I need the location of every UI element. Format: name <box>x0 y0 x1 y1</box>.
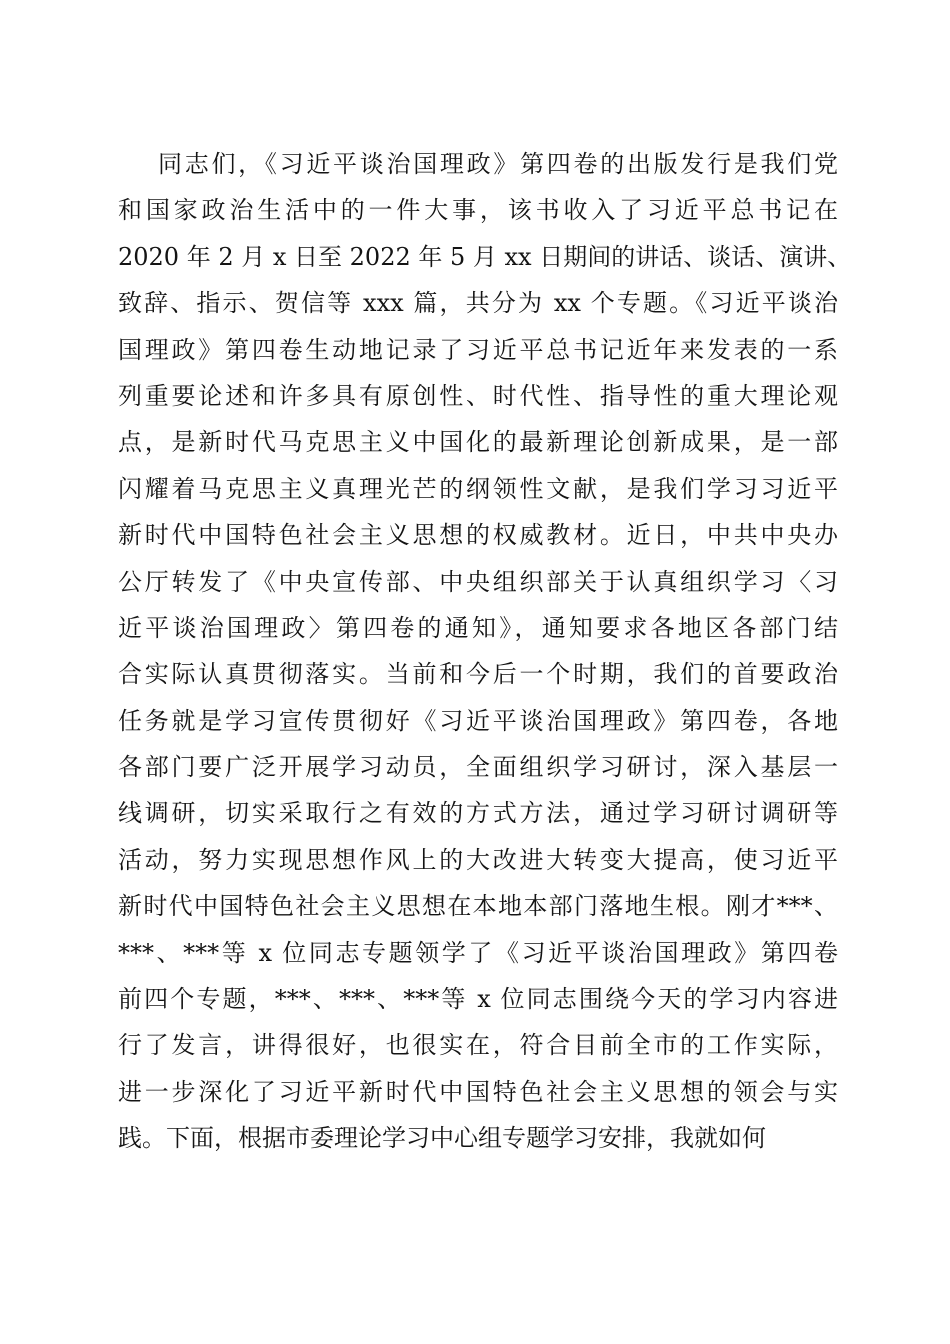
paragraph-line-10: 公厅转发了《中央宣传部、中央组织部关于认真组织学习〈习 <box>118 567 838 596</box>
paragraph-line-22: 践。下面，根据市委理论学习中心组专题学习安排，我就如何 <box>118 1124 766 1153</box>
paragraph-line-8: 闪耀着马克思主义真理光芒的纲领性文献，是我们学习习近平 <box>118 474 838 503</box>
paragraph-line-12: 合实际认真贯彻落实。当前和今后一个时期，我们的首要政治 <box>118 660 838 689</box>
paragraph-line-17: 新时代中国特色社会主义思想在本地本部门落地生根。刚才***、 <box>118 892 838 921</box>
paragraph-line-4: 致辞、指示、贺信等 xxx 篇，共分为 xx 个专题。《习近平谈治 <box>118 289 838 318</box>
paragraph-line-19: 前四个专题，***、***、***等 x 位同志围绕今天的学习内容进 <box>118 985 838 1014</box>
paragraph-line-15: 线调研，切实采取行之有效的方式方法，通过学习研讨调研等 <box>118 799 838 828</box>
paragraph-line-2: 和国家政治生活中的一件大事，该书收入了习近平总书记在 <box>118 196 838 225</box>
paragraph-line-9: 新时代中国特色社会主义思想的权威教材。近日，中共中央办 <box>118 521 838 550</box>
paragraph-line-14: 各部门要广泛开展学习动员，全面组织学习研讨，深入基层一 <box>118 753 838 782</box>
paragraph-line-7: 点，是新时代马克思主义中国化的最新理论创新成果，是一部 <box>118 428 838 457</box>
speech-paragraph <box>118 141 852 1162</box>
paragraph-line-3: 2020 年 2 月 x 日至 2022 年 5 月 xx 日期间的讲话、谈话、演讲、 <box>118 242 852 271</box>
paragraph-line-18: ***、***等 x 位同志专题领学了《习近平谈治国理政》第四卷 <box>118 938 838 967</box>
paragraph-line-1: 同志们，《习近平谈治国理政》第四卷的出版发行是我们党 <box>158 150 838 178</box>
paragraph-line-6: 列重要论述和许多具有原创性、时代性、指导性的重大理论观 <box>118 381 838 410</box>
paragraph-line-13: 任务就是学习宣传贯彻好《习近平谈治国理政》第四卷，各地 <box>118 706 838 735</box>
paragraph-line-21: 进一步深化了习近平新时代中国特色社会主义思想的领会与实 <box>118 1077 838 1106</box>
paragraph-line-20: 行了发言，讲得很好，也很实在，符合目前全市的工作实际， <box>118 1031 838 1060</box>
paragraph-line-5: 国理政》第四卷生动地记录了习近平总书记近年来发表的一系 <box>118 335 838 364</box>
paragraph-line-11: 近平谈治国理政〉第四卷的通知》，通知要求各地区各部门结 <box>118 613 838 642</box>
paragraph-line-16: 活动，努力实现思想作风上的大改进大转变大提高，使习近平 <box>118 845 838 874</box>
